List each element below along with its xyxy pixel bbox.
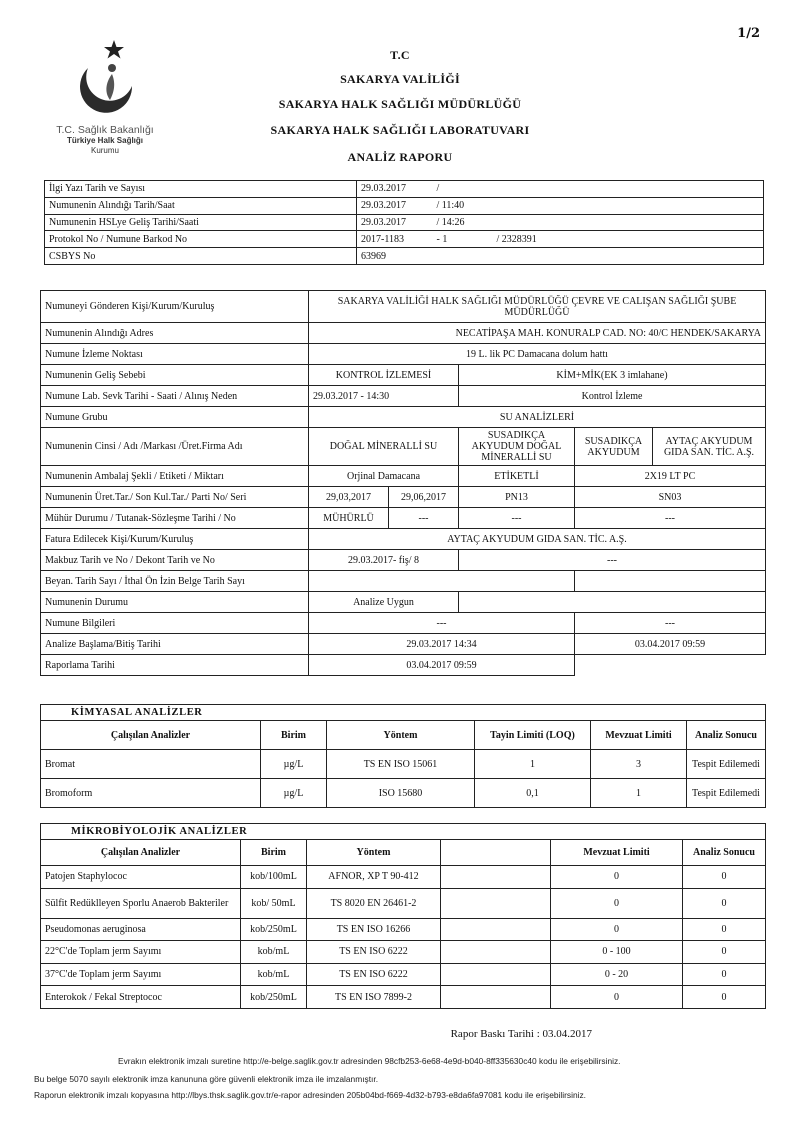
table-row: Numunenin Durumu Analize Uygun: [41, 592, 766, 613]
header-directorate: SAKARYA HALK SAĞLIĞI MÜDÜRLÜĞÜ: [278, 97, 522, 111]
table-row: 22°C'de Toplam jerm Sayımı kob/mL TS EN ISO 6222 0 - 100 0: [41, 941, 766, 964]
table-row: Numunenin Geliş Sebebi KONTROL İZLEMESİ KİM+MİK(EK 3 imlahane): [41, 365, 766, 386]
table-row: Numunenin Üret.Tar./ Son Kul.Tar./ Parti No/ Seri 29,03,2017 29,06,2017 PN13 SN03: [41, 487, 766, 508]
table-row: Numune Grubu SU ANALİZLERİ: [41, 407, 766, 428]
logo-text-kurumu: Kurumu: [90, 146, 119, 155]
table-header-row: Çalışılan Analizler Birim Yöntem Tayin Limiti (LOQ) Mevzuat Limiti Analiz Sonucu: [41, 721, 766, 750]
table-row: İlgi Yazı Tarih ve Sayısı 29.03.2017 /: [45, 181, 764, 198]
logo-text-ministry: T.C. Sağlık Bakanlığı: [56, 124, 154, 136]
reference-info-table: [44, 180, 764, 265]
section-title-row: [41, 824, 766, 840]
footer-ebelge-link: Evrakın elektronik imzalı suretine http://e-belge.saglik.gov.tr adresinden 98cfb253-6e68-4e9d-b040-8ff335630c40 kodu ile erişebilirsiniz.: [118, 1056, 621, 1066]
table-row: Bromoform µg/L ISO 15680 0,1 1 Tespit Edilemedi: [41, 779, 766, 808]
table-row: Numunenin Ambalaj Şekli / Etiketi / Miktarı Orjinal Damacana ETİKETLİ 2X19 LT PC: [41, 466, 766, 487]
header-laboratory: SAKARYA HALK SAĞLIĞI LABORATUVARI: [270, 123, 530, 137]
header-tc: T.C: [390, 48, 410, 62]
table-header-row: Çalışılan Analizler Birim Yöntem Mevzuat Limiti Analiz Sonucu: [41, 840, 766, 866]
table-row: Protokol No / Numune Barkod No 2017-1183 - 1 / 2328391: [45, 231, 764, 248]
table-row: 37°C'de Toplam jerm Sayımı kob/mL TS EN ISO 6222 0 - 20 0: [41, 963, 766, 986]
table-row: Mühür Durumu / Tutanak-Sözleşme Tarihi / No MÜHÜRLÜ --- --- ---: [41, 508, 766, 529]
table-row: Makbuz Tarih ve No / Dekont Tarih ve No 29.03.2017- fiş/ 8 ---: [41, 550, 766, 571]
table-row: Numunenin Alındığı Adres NECATİPAŞA MAH. KONURALP CAD. NO: 40/C HENDEK/SAKARYA: [41, 323, 766, 344]
table-row: Beyan. Tarih Sayı / İthal Ön İzin Belge Tarih Sayı: [41, 571, 766, 592]
chemical-section-title: KİMYASAL ANALİZLER: [41, 705, 766, 721]
table-row: Numunenin Alındığı Tarih/Saat 29.03.2017 / 11:40: [45, 197, 764, 214]
chemical-analysis-table: [40, 704, 766, 808]
footer-erapor-link: Raporun elektronik imzalı kopyasına http://lbys.thsk.saglik.gov.tr/e-rapor adresinden 205b04bd-f669-4d32-b793-e8da6fa97081 kodu ile erişebilirsiniz.: [34, 1090, 586, 1100]
header-governorship: SAKARYA VALİLİĞİ: [340, 72, 460, 86]
table-row: Numunenin Cinsi / Adı /Markası /Üret.Firma Adı DOĞAL MİNERALLİ SU SUSADIKÇA AKYUDUM DOĞAL MİNERALLİ SU SUSADIKÇA AKYUDUM AYTAÇ AKYUDUM GIDA SAN. TİC. A.Ş.: [41, 428, 766, 466]
table-row: CSBYS No 63969: [45, 248, 764, 265]
page-number: 1/2: [737, 26, 760, 41]
table-row: Patojen Staphylococ kob/100mL AFNOR, XP T 90-412 0 0: [41, 866, 766, 889]
table-row: Analize Başlama/Bitiş Tarihi 29.03.2017 14:34 03.04.2017 09:59: [41, 634, 766, 655]
table-row: Numuneyi Gönderen Kişi/Kurum/Kuruluş SAKARYA VALİLİĞİ HALK SAĞLIĞI MÜDÜRLÜĞÜ ÇEVRE VE CALIŞAN SAĞLIĞI ŞUBE MÜDÜRLÜĞÜ: [41, 291, 766, 323]
table-row: Numune Lab. Sevk Tarihi - Saati / Alınış Neden 29.03.2017 - 14:30 Kontrol İzleme: [41, 386, 766, 407]
footer-signature-note: Bu belge 5070 sayılı elektronik imza kanununa göre güvenli elektronik imza ile imzalanmıştır.: [34, 1074, 379, 1084]
sample-info-table: [40, 290, 766, 676]
header-report-title: ANALİZ RAPORU: [347, 150, 453, 164]
print-date: Rapor Baskı Tarihi : 03.04.2017: [450, 1028, 592, 1040]
table-row: Numune İzleme Noktası 19 L. lik PC Damacana dolum hattı: [41, 344, 766, 365]
logo-text-institution: Türkiye Halk Sağlığı: [66, 136, 144, 145]
table-row: Numunenin HSLye Geliş Tarihi/Saati 29.03.2017 / 14:26: [45, 214, 764, 231]
table-row: Sülfit Redüklleyen Sporlu Anaerob Bakteriler kob/ 50mL TS 8020 EN 26461-2 0 0: [41, 888, 766, 918]
table-row: Numune Bilgileri --- ---: [41, 613, 766, 634]
microbiology-section-title: MİKROBİYOLOJİK ANALİZLER: [41, 824, 766, 840]
table-row: Fatura Edilecek Kişi/Kurum/Kuruluş AYTAÇ AKYUDUM GIDA SAN. TİC. A.Ş.: [41, 529, 766, 550]
table-row: Pseudomonas aeruginosa kob/250mL TS EN ISO 16266 0 0: [41, 918, 766, 941]
section-title-row: [41, 705, 766, 721]
table-row: Enterokok / Fekal Streptococ kob/250mL TS EN ISO 7899-2 0 0: [41, 986, 766, 1009]
microbiology-analysis-table: [40, 823, 766, 1009]
table-row: Bromat µg/L TS EN ISO 15061 1 3 Tespit Edilemedi: [41, 750, 766, 779]
table-row: Raporlama Tarihi 03.04.2017 09:59: [41, 655, 766, 676]
